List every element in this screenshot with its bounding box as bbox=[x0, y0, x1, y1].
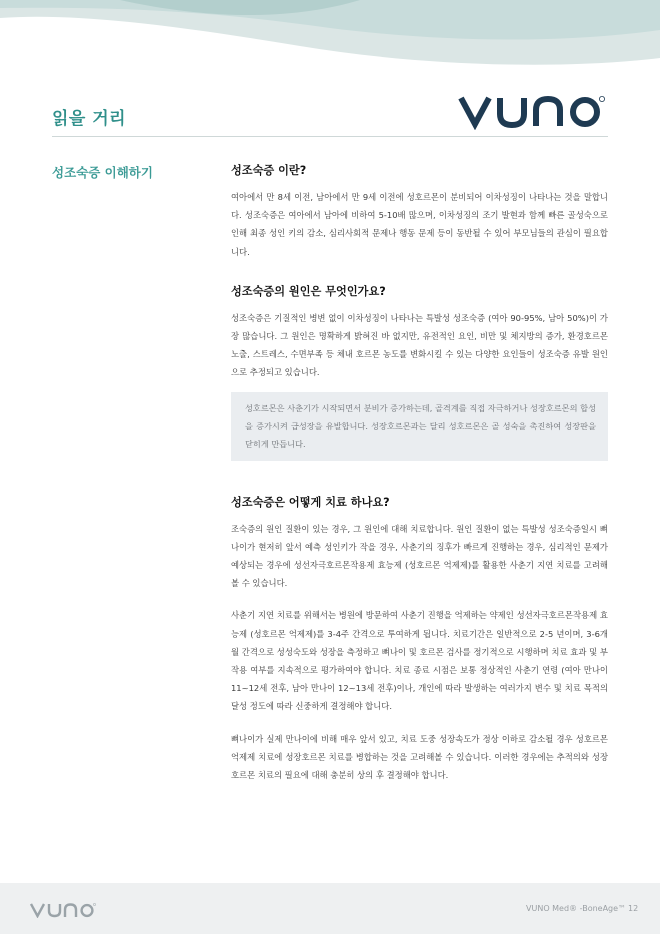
question-heading: 성조숙증의 원인은 무엇인가요? bbox=[231, 284, 386, 298]
header-wave-decoration bbox=[0, 0, 660, 70]
article-content bbox=[231, 162, 608, 784]
paragraph: 뼈나이가 실제 만나이에 비해 매우 앞서 있고, 치료 도중 성장속도가 정상 이하로 감소될 경우 성호르몬 억제제 치료에 성장호르몬 치료를 병합하는 것을 고려해볼 수 있습니다. 이러한 경우에는 추적의와 성장호르몬 치료의 필요에 대해 충분히 상의 후 결정해야 합니다. bbox=[231, 733, 608, 781]
paragraph: 여아에서 만 8세 이전, 남아에서 만 9세 이전에 성호르몬이 분비되어 이차성징이 나타나는 것을 말합니다. 성조숙증은 여아에서 남아에 비하여 5-10배 많으며, 이차성징의 조기 발현과 함께 빠른 골성숙으로 인해 최종 성인 키의 감소, 심리사회적 문제나 행동 문제 등이 동반될 수 있어 부모님들의 관심이 필요합니다. bbox=[231, 192, 608, 257]
page-number: 12 bbox=[628, 904, 639, 913]
page-footer bbox=[0, 883, 660, 934]
footer-product-name: VUNO Med® -BoneAge™ bbox=[526, 904, 627, 913]
paragraph: 사춘기 지연 치료를 위해서는 병원에 방문하여 사춘기 진행을 억제하는 약제인 성선자극호르몬작용제 효능제 (성호르몬 억제제)를 3-4주 간격으로 투여하게 됩니다. 치료기간은 일반적으로 2-5 년이며, 3-6개월 간격으로 성성숙도와 성장을 측정하고 뼈나이 및 호르몬 검사를 정기적으로 시행하며 치료 효과 및 부작용 여부를 지속적으로 평가하여야 합니다. 치료 종료 시점은 보통 정상적인 사춘기 연령 (여아 만나이 11~12세 전후, 남아 만나이 12~13세 전후)이나, 개인에 따라 발생하는 여러가지 변수 및 치료 목적의 달성 정도에 따라 신중하게 결정해야 합니다. bbox=[231, 610, 608, 712]
paragraph: 조숙증의 원인 질환이 있는 경우, 그 원인에 대해 치료합니다. 원인 질환이 없는 특발성 성조숙증일시 뼈나이가 현저히 앞서 예측 성인키가 작을 경우, 사춘기의 징후가 빠르게 진행하는 경우, 심리적인 문제가 예상되는 경우에 성선자극호르몬작용제 효능제 (성호르몬 억제제)를 활용한 사춘기 지연 치료를 고려해볼 수 있습니다. bbox=[231, 523, 608, 589]
question-heading: 성조숙증 이란? bbox=[231, 164, 307, 177]
page-title: 읽을 거리 bbox=[52, 109, 127, 129]
footer-vuno-logo bbox=[30, 902, 96, 918]
section-label: 성조숙증 이해하기 bbox=[52, 165, 153, 180]
paragraph: 성조숙증은 기질적인 병변 없이 이차성징이 나타나는 특발성 성조숙증 (여아 90-95%, 남아 50%)이 가장 많습니다. 그 원인은 명확하게 밝혀진 바 없지만, 유전적인 요인, 비만 및 체지방의 증가, 환경호르몬 노출, 스트레스, 수면부족 등 체내 호르몬 농도를 변화시킬 수 있는 다양한 요인들이 성조숙증 유발 원인으로 추정되고 있습니다. bbox=[231, 312, 608, 378]
info-callout: 성호르몬은 사춘기가 시작되면서 분비가 증가하는데, 골격계를 직접 자극하거나 성장호르몬의 합성을 증가시켜 급성장을 유발합니다. 성장호르몬과는 달리 성호르몬은 골 성숙을 촉진하여 성장판을 닫히게 만듭니다. bbox=[231, 392, 608, 461]
vuno-logo bbox=[458, 94, 606, 130]
question-heading: 성조숙증은 어떻게 치료 하나요? bbox=[231, 495, 390, 509]
header-divider bbox=[52, 136, 608, 137]
